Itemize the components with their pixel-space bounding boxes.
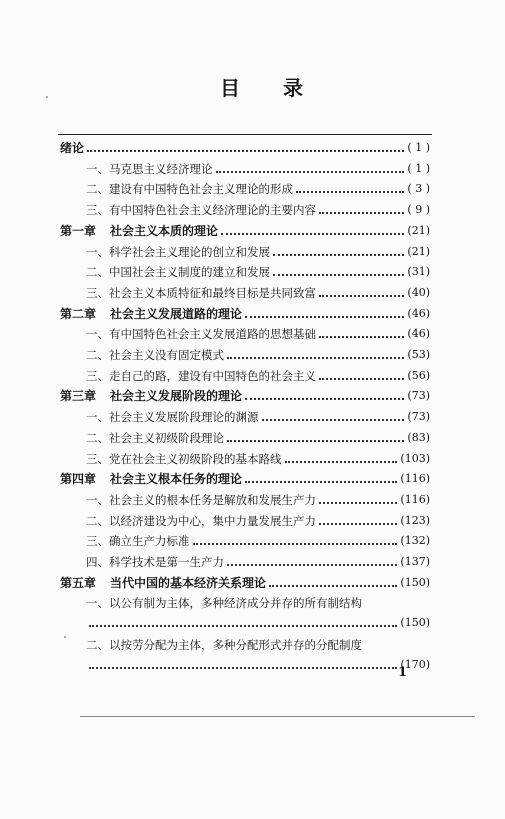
chapter-number: 第二章 (60, 306, 97, 321)
toc-entry-label (86, 264, 270, 280)
dot-leader (273, 274, 404, 276)
entry-title: 三、确立生产力标准 (86, 534, 190, 549)
page-ref: ( 1 ) (407, 141, 430, 154)
entry-title: 二、社会主义初级阶段理论 (86, 430, 224, 445)
scan-speck (46, 96, 48, 98)
page-ref: (31) (407, 265, 430, 279)
entry-title: 三、党在社会主义初级阶段的基本路线 (86, 451, 282, 466)
entry-title: 社会主义发展阶段的理论 (110, 389, 243, 404)
page-ref: (56) (407, 368, 430, 382)
toc-chapter-entry (60, 219, 430, 239)
toc-entry-label (86, 202, 316, 218)
toc-entry-label (60, 575, 266, 591)
toc-section-entry (86, 509, 430, 529)
toc-entry-label (86, 554, 224, 570)
toc-entry-label (86, 513, 316, 529)
page-ref: (21) (407, 244, 430, 258)
toc-entry-label (86, 492, 316, 508)
entry-title: 三、走自己的路，建设有中国特色的社会主义 (86, 368, 316, 383)
top-rule (58, 134, 432, 135)
dot-leader (245, 481, 397, 483)
dot-leader (227, 564, 397, 566)
entry-title: 二、社会主义没有固定模式 (86, 348, 224, 362)
page-ref: (116) (400, 472, 430, 486)
dot-leader (87, 150, 404, 152)
toc-chapter-entry (60, 467, 430, 487)
page-ref: (46) (407, 327, 430, 341)
page-ref: (21) (407, 223, 430, 237)
toc-chapter-entry (60, 384, 430, 404)
dot-leader (227, 357, 404, 359)
entry-title: 一、社会主义的根本任务是解放和发展生产力 (86, 492, 316, 507)
page-ref: (132) (400, 534, 430, 548)
page-ref: (46) (407, 306, 430, 320)
dot-leader (221, 233, 404, 235)
toc-section-entry (86, 343, 430, 363)
entry-title: 社会主义根本任务的理论 (110, 472, 243, 487)
entry-title: 一、有中国特色社会主义发展道路的思想基础 (86, 327, 316, 342)
entry-title: 社会主义发展道路的理论 (110, 306, 243, 321)
toc-section-entry (86, 591, 430, 631)
toc-section-entry (86, 405, 430, 425)
page-ref: (83) (407, 430, 430, 444)
dot-leader (296, 191, 404, 193)
toc-entry-label (86, 326, 316, 342)
toc-section-entry (86, 260, 430, 280)
toc-section-entry (86, 177, 430, 197)
page-ref: (103) (400, 451, 430, 465)
toc-entry-label (86, 451, 282, 467)
toc-entry-label (86, 244, 270, 260)
dot-leader (89, 625, 397, 627)
toc-entry-label (86, 533, 190, 549)
toc-section-entry (86, 157, 430, 177)
entry-title: 四、科学技术是第一生产力 (86, 555, 224, 569)
toc-entry-label (86, 347, 224, 363)
chapter-number: 第三章 (60, 389, 97, 404)
entry-title: 一、以公有制为主体，多种经济成分并存的所有制结构 (86, 596, 362, 611)
toc-section-entry (86, 322, 430, 342)
dot-leader (285, 461, 398, 463)
entry-title: 二、建设有中国特色社会主义理论的形成 (86, 182, 293, 197)
toc-entry-label (60, 388, 242, 404)
page-number: 1 (398, 665, 408, 680)
toc-section-entry (86, 447, 430, 467)
dot-leader (227, 440, 404, 442)
toc-entry-label (86, 430, 224, 446)
page-ref: (123) (400, 513, 430, 527)
chapter-number: 第五章 (60, 575, 97, 590)
toc-section-entry (86, 529, 430, 549)
entry-title: 一、马克思主义经济理论 (86, 161, 213, 176)
chapter-number: 第四章 (60, 472, 97, 487)
page-ref: (150) (400, 575, 430, 589)
toc-section-entry (86, 633, 430, 673)
dot-leader (89, 667, 397, 669)
page-ref: ( 1 ) (407, 161, 430, 175)
toc-chapter-entry (60, 571, 430, 591)
page-ref: (40) (407, 285, 430, 299)
page-ref: (170) (400, 657, 430, 671)
entry-title: 三、社会主义本质特征和最终目标是共同致富 (86, 285, 316, 300)
dot-leader (262, 419, 405, 421)
dot-leader (319, 523, 397, 525)
entry-title: 二、以经济建设为中心，集中力量发展生产力 (86, 513, 316, 528)
dot-leader (319, 212, 404, 214)
dot-leader (319, 378, 404, 380)
toc-entry-label (86, 181, 293, 197)
entry-title: 社会主义本质的理论 (110, 223, 219, 238)
toc-entry-label (86, 161, 213, 177)
page-ref: (137) (400, 555, 430, 568)
page-ref: ( 9 ) (407, 203, 430, 217)
dot-leader (245, 398, 404, 400)
entry-title: 一、社会主义发展阶段理论的渊源 (86, 410, 259, 425)
chapter-number: 第一章 (60, 223, 97, 238)
page-ref: (73) (407, 389, 430, 403)
toc-entry-label (86, 368, 316, 384)
dot-leader (245, 316, 404, 318)
toc-section-entry (86, 240, 430, 260)
dot-leader (216, 171, 405, 173)
toc-entry-label (60, 306, 242, 322)
bottom-rule (80, 716, 475, 717)
page-ref: (116) (400, 492, 430, 506)
entry-title: 二、中国社会主义制度的建立和发展 (86, 265, 270, 280)
toc-section-entry (86, 198, 430, 218)
entry-title: 二、以按劳分配为主体，多种分配形式并存的分配制度 (86, 637, 362, 652)
toc-entry-label (86, 637, 362, 653)
dot-leader (193, 543, 398, 545)
toc-section-entry (86, 426, 430, 446)
entry-title: 三、有中国特色社会主义经济理论的主要内容 (86, 203, 316, 218)
toc-entry-label (60, 471, 242, 487)
scan-speck (64, 636, 66, 638)
entry-title: 绪论 (60, 141, 85, 155)
page-title: 目 录 (220, 76, 321, 100)
toc-section-entry (86, 364, 430, 384)
page-ref: (150) (400, 616, 430, 630)
toc-section-entry (86, 281, 430, 301)
page-ref: ( 3 ) (407, 182, 430, 196)
toc-chapter-entry (60, 136, 430, 156)
dot-leader (269, 585, 397, 587)
toc-entry-label (60, 140, 84, 156)
toc-section-entry (86, 550, 430, 570)
entry-title: 一、科学社会主义理论的创立和发展 (86, 244, 270, 259)
dot-leader (319, 502, 397, 504)
dot-leader (273, 254, 404, 256)
toc-section-entry (86, 488, 430, 508)
toc-entry-label (86, 595, 362, 611)
entry-title: 当代中国的基本经济关系理论 (110, 575, 267, 590)
toc-entry-label (86, 409, 259, 425)
dot-leader (319, 336, 404, 338)
dot-leader (319, 295, 404, 297)
page-ref: (73) (407, 410, 430, 424)
toc-entry-label (60, 223, 218, 239)
toc-chapter-entry (60, 302, 430, 322)
page-ref: (53) (407, 348, 430, 361)
toc-entry-label (86, 285, 316, 301)
